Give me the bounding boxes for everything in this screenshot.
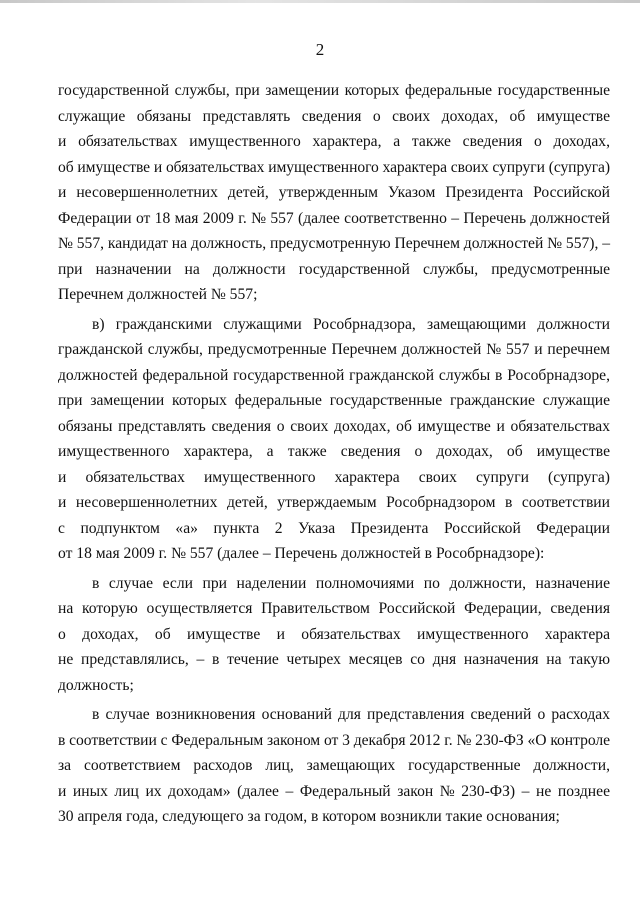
text-line: в соответствии с Федеральным законом от 3 декабря 2012 г. № 230-ФЗ «О контроле — [58, 731, 610, 749]
text-line: о доходах, об имуществе и обязательствах имущественного характера — [58, 625, 610, 643]
page-number: 2 — [315, 40, 325, 59]
text-line: должность; — [58, 676, 134, 694]
text-line: в случае если при наделении полномочиями по должности, назначение — [92, 574, 610, 592]
text-line: гражданской службы, предусмотренные Перечнем должностей № 557 и перечнем — [58, 341, 610, 358]
paragraph-case-appointment — [58, 571, 610, 699]
text-line: в) гражданскими служащими Рособрнадзора, замещающими должности — [92, 315, 610, 333]
text-line: от 18 мая 2009 г. № 557 (далее – Перечень должностей в Рособрнадзоре): — [58, 545, 545, 562]
paragraph-case-expenses — [58, 702, 610, 830]
text-line: и обязательствах имущественного характера своих супруги (супруга) — [58, 468, 610, 486]
text-line: служащие обязаны представлять сведения о своих доходах, об имуществе — [58, 107, 610, 125]
text-line: за соответствием расходов лиц, замещающих государственные должности, — [58, 757, 610, 774]
scan-edge — [0, 0, 640, 3]
text-line: № 557, кандидат на должность, предусмотренную Перечнем должностей № 557), – — [58, 235, 610, 252]
text-line: на которую осуществляется Правительством Российской Федерации, сведения — [58, 600, 610, 617]
text-line: 30 апреля года, следующего за годом, в котором возникли такие основания; — [58, 808, 560, 825]
text-line: об имуществе и обязательствах имущественного характера своих супруги (супруга) — [58, 158, 610, 176]
text-line: с подпунктом «а» пункта 2 Указа Президента Российской Федерации — [58, 519, 610, 537]
text-line: должностей федеральной государственной гражданской службы в Рособрнадзоре, — [58, 366, 610, 384]
text-line: и иных лиц их доходам» (далее – Федеральный закон № 230-ФЗ) – не позднее — [58, 782, 610, 800]
text-line: государственной службы, при замещении которых федеральные государственные — [58, 82, 610, 99]
text-line: Перечнем должностей № 557; — [58, 286, 258, 303]
text-line: имущественного характера, а также сведения о доходах, об имуществе — [58, 443, 610, 460]
text-line: и несовершеннолетних детей, утвержденным Указом Президента Российской — [58, 184, 610, 201]
document-body — [58, 78, 610, 834]
paragraph-item-v — [58, 312, 610, 567]
text-line: при замещении которых федеральные государственные гражданские служащие — [58, 392, 610, 409]
text-line: обязаны представлять сведения о своих доходах, об имуществе и обязательствах — [58, 417, 610, 435]
text-line: в случае возникновения оснований для представления сведений о расходах — [92, 706, 610, 723]
text-line: и обязательствах имущественного характера, а также сведения о доходах, — [58, 133, 610, 150]
text-line: и несовершеннолетних детей, утверждаемым Рособрнадзором в соответствии — [58, 494, 610, 511]
text-line: при назначении на должности государственной службы, предусмотренные — [58, 260, 610, 278]
text-line: Федерации от 18 мая 2009 г. № 557 (далее соответственно – Перечень должностей — [58, 209, 610, 227]
paragraph-continuation — [58, 78, 610, 308]
text-line: не представлялись, – в течение четырех месяцев со дня назначения на такую — [58, 651, 610, 668]
